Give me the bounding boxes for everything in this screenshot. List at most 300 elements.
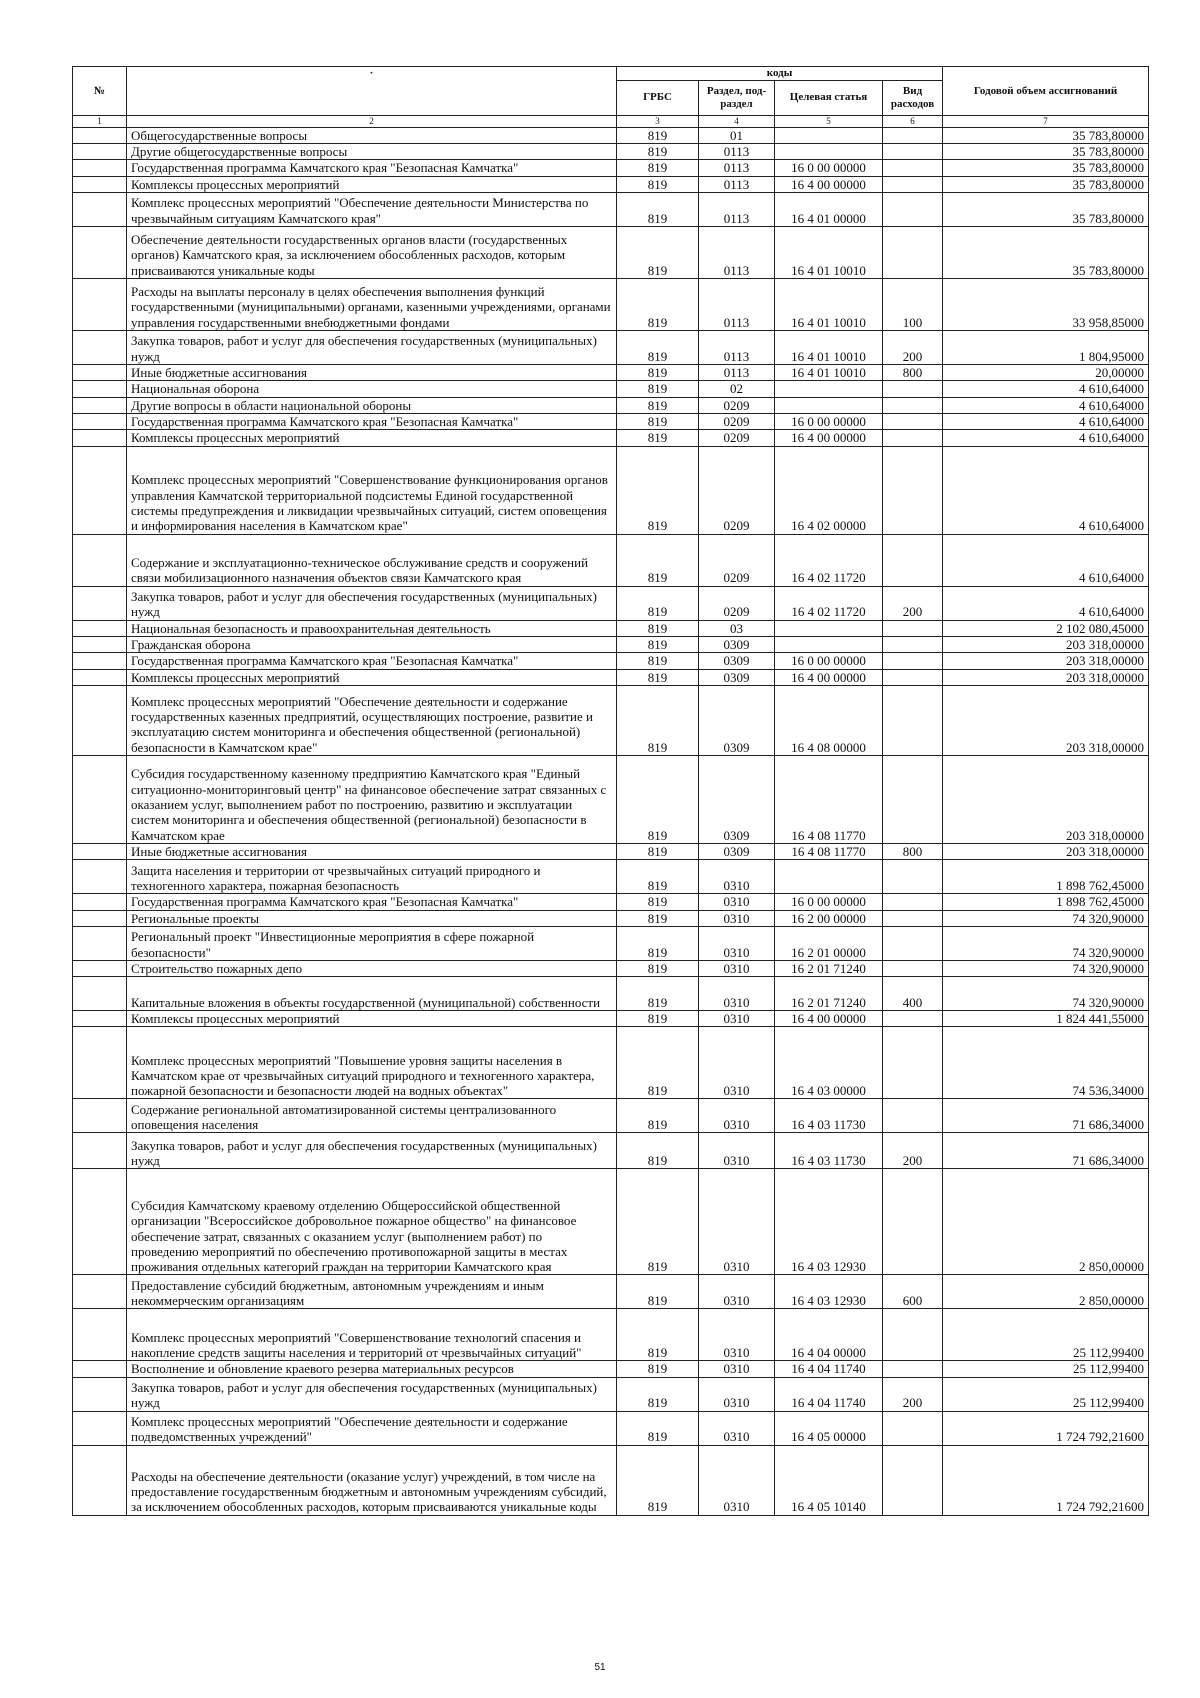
row-number-cell (73, 860, 127, 894)
table-row (73, 397, 1149, 413)
target-article-cell: 16 2 01 71240 (775, 960, 883, 976)
section-code-cell: 0309 (699, 636, 775, 652)
table-row (73, 1445, 1149, 1515)
expense-kind-cell (883, 960, 943, 976)
annual-amount-cell: 71 686,34000 (943, 1099, 1149, 1133)
section-code-cell: 0310 (699, 860, 775, 894)
grbs-code-cell: 819 (617, 176, 699, 192)
row-number-cell (73, 1099, 127, 1133)
annual-amount-cell: 4 610,64000 (943, 413, 1149, 429)
annual-amount-cell: 35 783,80000 (943, 176, 1149, 192)
row-number-cell (73, 1133, 127, 1169)
grbs-code-cell: 819 (617, 636, 699, 652)
target-article-cell: 16 0 00 00000 (775, 160, 883, 176)
table-body (73, 127, 1149, 1515)
annual-amount-cell: 25 112,99400 (943, 1361, 1149, 1377)
target-article-cell (775, 127, 883, 143)
target-article-cell: 16 4 05 00000 (775, 1411, 883, 1445)
grbs-code-cell: 819 (617, 926, 699, 960)
expense-kind-cell (883, 860, 943, 894)
expense-kind-cell (883, 1361, 943, 1377)
target-article-cell (775, 397, 883, 413)
expense-name-cell: Строительство пожарных депо (127, 960, 617, 976)
expense-name-cell: Комплекс процессных мероприятий "Совершенствование технологий спасения и накопление средств защиты населения и территорий от чрезвычайных ситуаций" (127, 1309, 617, 1361)
section-code-cell: 0310 (699, 977, 775, 1011)
table-row (73, 330, 1149, 364)
table-row (73, 1011, 1149, 1027)
grbs-code-cell: 819 (617, 278, 699, 330)
target-article-cell: 16 4 08 00000 (775, 685, 883, 755)
annual-amount-cell: 2 850,00000 (943, 1275, 1149, 1309)
target-article-cell: 16 4 04 00000 (775, 1309, 883, 1361)
target-article-cell: 16 4 03 11730 (775, 1133, 883, 1169)
annual-amount-cell: 74 320,90000 (943, 926, 1149, 960)
expense-kind-cell: 200 (883, 330, 943, 364)
target-article-cell: 16 4 01 10010 (775, 226, 883, 278)
expense-kind-cell (883, 1445, 943, 1515)
row-number-cell (73, 534, 127, 586)
expense-kind-cell (883, 1309, 943, 1361)
expense-name-cell: Расходы на обеспечение деятельности (оказание услуг) учреждений, в том числе на предоставление государственным бюджетным и автономным учреждениям субсидий, за исключением обособленных расходов, которым присваиваются уникальные коды (127, 1445, 617, 1515)
row-number-cell (73, 364, 127, 380)
row-number-cell (73, 1011, 127, 1027)
table-row (73, 364, 1149, 380)
table-row (73, 176, 1149, 192)
grbs-code-cell: 819 (617, 127, 699, 143)
grbs-code-cell: 819 (617, 192, 699, 226)
row-number-cell (73, 413, 127, 429)
table-row (73, 960, 1149, 976)
annual-amount-cell: 74 536,34000 (943, 1027, 1149, 1099)
target-article-cell: 16 4 01 10010 (775, 330, 883, 364)
section-code-cell: 0113 (699, 143, 775, 159)
row-number-cell (73, 226, 127, 278)
expense-name-cell: Иные бюджетные ассигнования (127, 843, 617, 859)
section-code-cell: 0310 (699, 894, 775, 910)
grbs-code-cell: 819 (617, 534, 699, 586)
expense-name-cell: Общегосударственные вопросы (127, 127, 617, 143)
grbs-code-cell: 819 (617, 910, 699, 926)
section-code-cell: 0310 (699, 926, 775, 960)
annual-amount-cell: 74 320,90000 (943, 977, 1149, 1011)
section-code-cell: 0310 (699, 1027, 775, 1099)
section-code-cell: 0113 (699, 226, 775, 278)
row-number-cell (73, 192, 127, 226)
expense-kind-cell (883, 1027, 943, 1099)
expense-name-cell: Расходы на выплаты персоналу в целях обеспечения выполнения функций государственными (муниципальными) органами, казенными учреждениями, органами управления государственными внебюджетными фондами (127, 278, 617, 330)
target-article-cell: 16 4 04 11740 (775, 1377, 883, 1411)
annual-amount-cell: 203 318,00000 (943, 636, 1149, 652)
grbs-code-cell: 819 (617, 1361, 699, 1377)
section-code-cell: 0310 (699, 1445, 775, 1515)
annual-amount-cell: 203 318,00000 (943, 669, 1149, 685)
expense-kind-cell: 200 (883, 1377, 943, 1411)
target-article-cell: 16 4 00 00000 (775, 1011, 883, 1027)
expense-name-cell: Региональные проекты (127, 910, 617, 926)
target-article-cell: 16 4 03 12930 (775, 1275, 883, 1309)
grbs-code-cell: 819 (617, 620, 699, 636)
grbs-code-cell: 819 (617, 1309, 699, 1361)
section-code-cell: 0310 (699, 1309, 775, 1361)
expense-kind-cell: 400 (883, 977, 943, 1011)
annual-amount-cell: 20,00000 (943, 364, 1149, 380)
target-article-cell (775, 860, 883, 894)
grbs-code-cell: 819 (617, 430, 699, 446)
row-number-cell (73, 926, 127, 960)
expense-kind-cell (883, 430, 943, 446)
table-row (73, 1099, 1149, 1133)
expense-kind-cell (883, 894, 943, 910)
section-code-cell: 0113 (699, 160, 775, 176)
annual-amount-cell: 33 958,85000 (943, 278, 1149, 330)
annual-amount-cell: 4 610,64000 (943, 446, 1149, 534)
grbs-code-cell: 819 (617, 1275, 699, 1309)
target-article-cell: 16 4 04 11740 (775, 1361, 883, 1377)
annual-amount-cell: 35 783,80000 (943, 160, 1149, 176)
expense-kind-cell: 800 (883, 843, 943, 859)
target-article-cell: 16 4 00 00000 (775, 176, 883, 192)
target-article-cell: 16 4 03 00000 (775, 1027, 883, 1099)
row-number-cell (73, 446, 127, 534)
annual-amount-cell: 25 112,99400 (943, 1377, 1149, 1411)
table-row (73, 143, 1149, 159)
expense-kind-cell: 200 (883, 586, 943, 620)
row-number-cell (73, 843, 127, 859)
header-codes: коды (617, 67, 943, 81)
row-number-cell (73, 1361, 127, 1377)
expense-kind-cell (883, 685, 943, 755)
target-article-cell: 16 4 03 11730 (775, 1099, 883, 1133)
expense-name-cell: Другие вопросы в области национальной обороны (127, 397, 617, 413)
table-row (73, 636, 1149, 652)
target-article-cell: 16 4 02 11720 (775, 586, 883, 620)
target-article-cell: 16 4 02 00000 (775, 446, 883, 534)
page-number: 51 (594, 1662, 606, 1673)
grbs-code-cell: 819 (617, 977, 699, 1011)
row-number-cell (73, 1445, 127, 1515)
expense-name-cell: Региональный проект "Инвестиционные мероприятия в сфере пожарной безопасности" (127, 926, 617, 960)
section-code-cell: 0113 (699, 278, 775, 330)
expense-kind-cell: 200 (883, 1133, 943, 1169)
expense-name-cell: Национальная оборона (127, 381, 617, 397)
section-code-cell: 0113 (699, 364, 775, 380)
expense-name-cell: Комплекс процессных мероприятий "Обеспечение деятельности и содержание подведомственных учреждений" (127, 1411, 617, 1445)
section-code-cell: 0113 (699, 330, 775, 364)
row-number-cell (73, 636, 127, 652)
grbs-code-cell: 819 (617, 653, 699, 669)
row-number-cell (73, 381, 127, 397)
expense-kind-cell (883, 910, 943, 926)
expense-name-cell: Комплексы процессных мероприятий (127, 1011, 617, 1027)
header-target-article: Целевая статья (775, 80, 883, 115)
annual-amount-cell: 203 318,00000 (943, 653, 1149, 669)
grbs-code-cell: 819 (617, 1133, 699, 1169)
table-row (73, 1377, 1149, 1411)
expense-kind-cell (883, 226, 943, 278)
table-row (73, 1309, 1149, 1361)
target-article-cell: 16 4 00 00000 (775, 669, 883, 685)
table-row (73, 381, 1149, 397)
grbs-code-cell: 819 (617, 397, 699, 413)
target-article-cell: 16 4 08 11770 (775, 755, 883, 843)
expense-kind-cell (883, 669, 943, 685)
section-code-cell: 0209 (699, 446, 775, 534)
header-section: Раздел, под-раздел (699, 80, 775, 115)
grbs-code-cell: 819 (617, 860, 699, 894)
table-row (73, 127, 1149, 143)
annual-amount-cell: 74 320,90000 (943, 910, 1149, 926)
expense-name-cell: Иные бюджетные ассигнования (127, 364, 617, 380)
grbs-code-cell: 819 (617, 1445, 699, 1515)
grbs-code-cell: 819 (617, 685, 699, 755)
table-row (73, 755, 1149, 843)
annual-amount-cell: 35 783,80000 (943, 127, 1149, 143)
grbs-code-cell: 819 (617, 1377, 699, 1411)
expense-kind-cell (883, 397, 943, 413)
expense-kind-cell (883, 413, 943, 429)
row-number-cell (73, 1275, 127, 1309)
column-number-row (73, 115, 1149, 127)
grbs-code-cell: 819 (617, 894, 699, 910)
expense-name-cell: Субсидия государственному казенному предприятию Камчатского края "Единый ситуационно-мониторинговый центр" на финансовое обеспечение затрат связанных с оказанием услуг, выполнением работ по построению, развитию и эксплуатации систем мониторинга и обеспечения общественной (региональной) безопасности в Камчатском крае (127, 755, 617, 843)
expense-kind-cell (883, 381, 943, 397)
annual-amount-cell: 1 824 441,55000 (943, 1011, 1149, 1027)
row-number-cell (73, 669, 127, 685)
section-code-cell: 0309 (699, 755, 775, 843)
grbs-code-cell: 819 (617, 960, 699, 976)
column-number: 1 (73, 115, 127, 127)
section-code-cell: 0310 (699, 1169, 775, 1275)
target-article-cell: 16 2 01 00000 (775, 926, 883, 960)
header-grbs: ГРБС (617, 80, 699, 115)
section-code-cell: 0309 (699, 685, 775, 755)
grbs-code-cell: 819 (617, 364, 699, 380)
section-code-cell: 0310 (699, 1361, 775, 1377)
table-row (73, 843, 1149, 859)
section-code-cell: 0310 (699, 1377, 775, 1411)
table-row (73, 669, 1149, 685)
row-number-cell (73, 977, 127, 1011)
target-article-cell: 16 0 00 00000 (775, 653, 883, 669)
header-expense-kind: Вид расходов (883, 80, 943, 115)
table-row (73, 1275, 1149, 1309)
target-article-cell: 16 4 05 10140 (775, 1445, 883, 1515)
table-row (73, 977, 1149, 1011)
table-row (73, 192, 1149, 226)
expense-name-cell: Защита населения и территории от чрезвычайных ситуаций природного и техногенного характера, пожарная безопасность (127, 860, 617, 894)
expense-name-cell: Закупка товаров, работ и услуг для обеспечения государственных (муниципальных) нужд (127, 1377, 617, 1411)
annual-amount-cell: 4 610,64000 (943, 381, 1149, 397)
section-code-cell: 0209 (699, 413, 775, 429)
row-number-cell (73, 278, 127, 330)
table-row (73, 653, 1149, 669)
section-code-cell: 0310 (699, 1011, 775, 1027)
expense-name-cell: Комплексы процессных мероприятий (127, 430, 617, 446)
grbs-code-cell: 819 (617, 1411, 699, 1445)
annual-amount-cell: 2 850,00000 (943, 1169, 1149, 1275)
grbs-code-cell: 819 (617, 669, 699, 685)
expense-kind-cell: 800 (883, 364, 943, 380)
expense-name-cell: Содержание и эксплуатационно-техническое обслуживание средств и сооружений связи мобилизационного назначения объектов связи Камчатского края (127, 534, 617, 586)
expense-kind-cell (883, 192, 943, 226)
row-number-cell (73, 960, 127, 976)
table-row (73, 430, 1149, 446)
row-number-cell (73, 755, 127, 843)
expense-name-cell: Комплекс процессных мероприятий "Обеспечение деятельности и содержание государственных казенных предприятий, осуществляющих построение, развитие и эксплуатацию систем мониторинга и обеспечения общественной (региональной) безопасности в Камчатском крае" (127, 685, 617, 755)
expense-kind-cell (883, 143, 943, 159)
section-code-cell: 0310 (699, 1133, 775, 1169)
grbs-code-cell: 819 (617, 143, 699, 159)
section-code-cell: 0310 (699, 910, 775, 926)
expense-name-cell: Государственная программа Камчатского края "Безопасная Камчатка" (127, 894, 617, 910)
grbs-code-cell: 819 (617, 1169, 699, 1275)
expense-name-cell: Комплекс процессных мероприятий "Обеспечение деятельности Министерства по чрезвычайным ситуациям Камчатского края" (127, 192, 617, 226)
expense-name-cell: Национальная безопасность и правоохранительная деятельность (127, 620, 617, 636)
expense-kind-cell (883, 160, 943, 176)
table-row (73, 586, 1149, 620)
annual-amount-cell: 35 783,80000 (943, 143, 1149, 159)
table-row (73, 1361, 1149, 1377)
table-row (73, 413, 1149, 429)
table-row (73, 226, 1149, 278)
column-number: 5 (775, 115, 883, 127)
column-number: 2 (127, 115, 617, 127)
annual-amount-cell: 1 724 792,21600 (943, 1445, 1149, 1515)
target-article-cell: 16 0 00 00000 (775, 894, 883, 910)
expense-name-cell: Закупка товаров, работ и услуг для обеспечения государственных (муниципальных) нужд (127, 330, 617, 364)
grbs-code-cell: 819 (617, 330, 699, 364)
grbs-code-cell: 819 (617, 586, 699, 620)
section-code-cell: 0310 (699, 1411, 775, 1445)
annual-amount-cell: 35 783,80000 (943, 192, 1149, 226)
row-number-cell (73, 1169, 127, 1275)
expense-name-cell: Предоставление субсидий бюджетным, автономным учреждениям и иным некоммерческим организациям (127, 1275, 617, 1309)
row-number-cell (73, 127, 127, 143)
target-article-cell (775, 620, 883, 636)
row-number-cell (73, 430, 127, 446)
annual-amount-cell: 25 112,99400 (943, 1309, 1149, 1361)
table-row (73, 534, 1149, 586)
annual-amount-cell: 71 686,34000 (943, 1133, 1149, 1169)
grbs-code-cell: 819 (617, 381, 699, 397)
row-number-cell (73, 586, 127, 620)
expense-kind-cell (883, 1411, 943, 1445)
row-number-cell (73, 653, 127, 669)
grbs-code-cell: 819 (617, 843, 699, 859)
expense-kind-cell (883, 1011, 943, 1027)
expense-name-cell: Капитальные вложения в объекты государственной (муниципальной) собственности (127, 977, 617, 1011)
target-article-cell: 16 4 08 11770 (775, 843, 883, 859)
row-number-cell (73, 1377, 127, 1411)
expense-name-cell: Комплекс процессных мероприятий "Повышение уровня защиты населения в Камчатском крае от чрезвычайных ситуаций природного и техногенного характера, пожарной безопасности и безопасности людей на водных объектах" (127, 1027, 617, 1099)
grbs-code-cell: 819 (617, 1099, 699, 1133)
target-article-cell: 16 2 00 00000 (775, 910, 883, 926)
expense-kind-cell: 600 (883, 1275, 943, 1309)
section-code-cell: 02 (699, 381, 775, 397)
expense-kind-cell (883, 534, 943, 586)
annual-amount-cell: 35 783,80000 (943, 226, 1149, 278)
target-article-cell: 16 4 02 11720 (775, 534, 883, 586)
table-row (73, 1169, 1149, 1275)
grbs-code-cell: 819 (617, 226, 699, 278)
annual-amount-cell: 2 102 080,45000 (943, 620, 1149, 636)
section-code-cell: 0310 (699, 960, 775, 976)
expense-name-cell: Государственная программа Камчатского края "Безопасная Камчатка" (127, 653, 617, 669)
grbs-code-cell: 819 (617, 1011, 699, 1027)
column-number: 3 (617, 115, 699, 127)
grbs-code-cell: 819 (617, 160, 699, 176)
expense-name-cell: Другие общегосударственные вопросы (127, 143, 617, 159)
target-article-cell: 16 4 01 10010 (775, 278, 883, 330)
expense-kind-cell (883, 755, 943, 843)
expense-kind-cell: 100 (883, 278, 943, 330)
annual-amount-cell: 4 610,64000 (943, 430, 1149, 446)
expense-name-cell: Государственная программа Камчатского края "Безопасная Камчатка" (127, 413, 617, 429)
section-code-cell: 0309 (699, 653, 775, 669)
section-code-cell: 0310 (699, 1099, 775, 1133)
annual-amount-cell: 1 724 792,21600 (943, 1411, 1149, 1445)
target-article-cell (775, 143, 883, 159)
annual-amount-cell: 74 320,90000 (943, 960, 1149, 976)
expense-name-cell: Субсидия Камчатскому краевому отделению Общероссийской общественной организации "Всероссийское добровольное пожарное общество" на финансовое обеспечение затрат, связанных с оказанием услуг (выполнением работ) по проведению мероприятий по обеспечению противопожарной защиты в местах проживания отдельных категорий граждан на территории Камчатского края (127, 1169, 617, 1275)
target-article-cell: 16 4 01 10010 (775, 364, 883, 380)
expense-kind-cell (883, 636, 943, 652)
target-article-cell: 16 4 00 00000 (775, 430, 883, 446)
grbs-code-cell: 819 (617, 1027, 699, 1099)
row-number-cell (73, 1027, 127, 1099)
column-number: 6 (883, 115, 943, 127)
table-row (73, 910, 1149, 926)
expense-name-cell: Комплекс процессных мероприятий "Совершенствование функционирования органов управления Камчатской территориальной подсистемы Единой государственной системы предупреждения и ликвидации чрезвычайных ситуаций, систем оповещения и информирования населения в Камчатском крае" (127, 446, 617, 534)
header-number: № (73, 67, 127, 116)
grbs-code-cell: 819 (617, 446, 699, 534)
row-number-cell (73, 330, 127, 364)
annual-amount-cell: 203 318,00000 (943, 685, 1149, 755)
annual-amount-cell: 1 804,95000 (943, 330, 1149, 364)
target-article-cell: 16 0 00 00000 (775, 413, 883, 429)
row-number-cell (73, 1411, 127, 1445)
section-code-cell: 0309 (699, 669, 775, 685)
expense-kind-cell (883, 176, 943, 192)
annual-amount-cell: 203 318,00000 (943, 843, 1149, 859)
row-number-cell (73, 685, 127, 755)
annual-amount-cell: 1 898 762,45000 (943, 860, 1149, 894)
row-number-cell (73, 160, 127, 176)
row-number-cell (73, 143, 127, 159)
table-header (73, 67, 1149, 128)
section-code-cell: 01 (699, 127, 775, 143)
table-row (73, 446, 1149, 534)
expense-name-cell: Восполнение и обновление краевого резерва материальных ресурсов (127, 1361, 617, 1377)
target-article-cell (775, 381, 883, 397)
table-row (73, 1027, 1149, 1099)
expense-kind-cell (883, 653, 943, 669)
expense-name-cell: Комплексы процессных мероприятий (127, 669, 617, 685)
row-number-cell (73, 894, 127, 910)
annual-amount-cell: 4 610,64000 (943, 534, 1149, 586)
expense-kind-cell (883, 1099, 943, 1133)
expense-kind-cell (883, 127, 943, 143)
table-row (73, 894, 1149, 910)
expense-kind-cell (883, 446, 943, 534)
table-row (73, 1411, 1149, 1445)
expense-name-cell: Закупка товаров, работ и услуг для обеспечения государственных (муниципальных) нужд (127, 586, 617, 620)
section-code-cell: 0310 (699, 1275, 775, 1309)
header-name: · (127, 67, 617, 116)
section-code-cell: 0209 (699, 534, 775, 586)
target-article-cell: 16 4 03 12930 (775, 1169, 883, 1275)
section-code-cell: 03 (699, 620, 775, 636)
